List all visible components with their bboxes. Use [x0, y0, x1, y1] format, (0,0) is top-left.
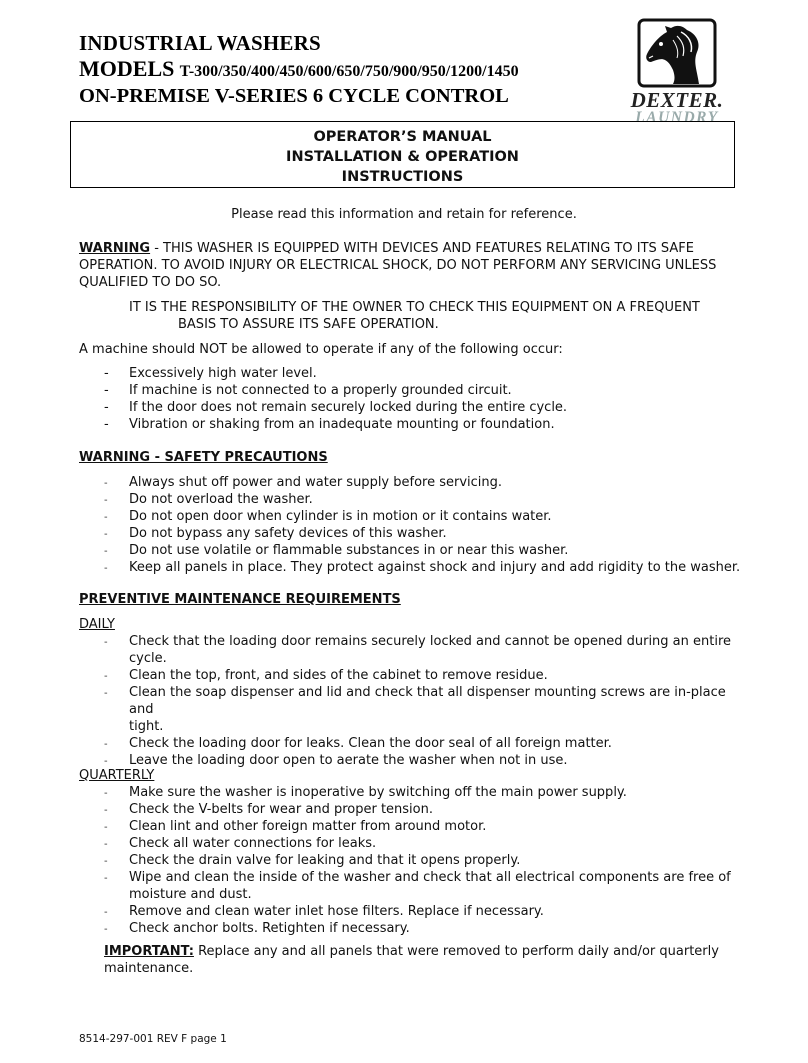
- document-header: [79, 31, 519, 109]
- quarterly-list: [104, 784, 744, 937]
- responsibility-paragraph: [129, 299, 769, 333]
- quarterly-label: QUARTERLY: [79, 768, 155, 783]
- list-item: - If the door does not remain securely locked during the entire cycle.: [104, 400, 568, 415]
- warning-paragraph: [79, 240, 759, 291]
- safety-heading: WARNING - SAFETY PRECAUTIONS: [79, 450, 328, 465]
- warning-label: WARNING: [79, 241, 151, 256]
- list-item: - Clean lint and other foreign matter from around motor.: [104, 819, 487, 834]
- list-item: - Clean the top, front, and sides of the cabinet to remove residue.: [104, 668, 548, 683]
- list-item: - Vibration or shaking from an inadequate mounting or foundation.: [104, 417, 555, 432]
- important-line-1: [104, 943, 744, 960]
- warning-text: - THIS WASHER IS EQUIPPED WITH DEVICES AND FEATURES RELATING TO ITS SAFE: [150, 241, 694, 256]
- list-item: - If machine is not connected to a properly grounded circuit.: [104, 383, 512, 398]
- list-item: - Do not bypass any safety devices of this washer.: [104, 526, 447, 541]
- title-box: [70, 121, 735, 188]
- responsibility-line-2: BASIS TO ASSURE ITS SAFE OPERATION.: [178, 317, 439, 332]
- maintenance-heading: PREVENTIVE MAINTENANCE REQUIREMENTS: [79, 592, 401, 607]
- logo-brand-text: DEXTER.: [630, 88, 724, 112]
- list-item: - Do not overload the washer.: [104, 492, 313, 507]
- warning-line-1: [79, 240, 759, 257]
- list-item: - Check that the loading door remains securely locked and cannot be opened during an entire cycle.: [104, 634, 732, 666]
- daily-label: DAILY: [79, 617, 115, 632]
- list-item: - Do not use volatile or flammable substances in or near this washer.: [104, 543, 569, 558]
- title-line-3: INSTRUCTIONS: [341, 169, 464, 185]
- horse-head-icon: [637, 18, 717, 88]
- list-item: - Excessively high water level.: [104, 366, 317, 381]
- list-item: - Clean the soap dispenser and lid and check that all dispenser mounting screws are in-place and tight.: [104, 685, 726, 734]
- list-item: - Check anchor bolts. Retighten if necessary.: [104, 921, 410, 936]
- not-operate-list: [104, 365, 744, 433]
- list-item: - Check the V-belts for wear and proper tension.: [104, 802, 433, 817]
- important-text: Replace any and all panels that were removed to perform daily and/or quarterly: [193, 944, 719, 959]
- title-line-2: INSTALLATION & OPERATION: [286, 149, 519, 165]
- list-item: - Leave the loading door open to aerate the washer when not in use.: [104, 753, 568, 768]
- warning-line-2: OPERATION. TO AVOID INJURY OR ELECTRICAL SHOCK, DO NOT PERFORM ANY SERVICING UNLESS: [79, 258, 717, 273]
- not-operate-lead: A machine should NOT be allowed to operate if any of the following occur:: [79, 342, 563, 357]
- title-line-1: OPERATOR’S MANUAL: [313, 129, 492, 145]
- dexter-logo: [612, 18, 742, 126]
- warning-line-3: QUALIFIED TO DO SO.: [79, 275, 222, 290]
- intro-text: Please read this information and retain for reference.: [231, 207, 577, 222]
- header-line-3: ON-PREMISE V-SERIES 6 CYCLE CONTROL: [79, 85, 509, 107]
- models-prefix: MODELS: [79, 56, 175, 81]
- important-note: [104, 943, 744, 977]
- safety-list: [104, 474, 744, 576]
- list-item: - Check all water connections for leaks.: [104, 836, 377, 851]
- list-item: - Keep all panels in place. They protect against shock and injury and add rigidity to the washer.: [104, 560, 741, 575]
- list-item: - Always shut off power and water supply before servicing.: [104, 475, 503, 490]
- list-item: - Make sure the washer is inoperative by switching off the main power supply.: [104, 785, 627, 800]
- list-item: - Do not open door when cylinder is in motion or it contains water.: [104, 509, 552, 524]
- models-list: T-300/350/400/450/600/650/750/900/950/1200/1450: [179, 63, 519, 80]
- daily-list: [104, 633, 744, 769]
- page-footer: 8514-297-001 REV F page 1: [79, 1033, 227, 1045]
- list-item: - Remove and clean water inlet hose filters. Replace if necessary.: [104, 904, 544, 919]
- logo-sub-text: LAUNDRY: [635, 109, 719, 126]
- list-item: - Check the drain valve for leaking and that it opens properly.: [104, 853, 521, 868]
- important-line-2: maintenance.: [104, 961, 194, 976]
- header-line-2: [79, 56, 519, 84]
- important-label: IMPORTANT:: [104, 944, 194, 959]
- header-line-1: INDUSTRIAL WASHERS: [79, 31, 321, 55]
- list-item: - Check the loading door for leaks. Clean the door seal of all foreign matter.: [104, 736, 612, 751]
- responsibility-line-1: IT IS THE RESPONSIBILITY OF THE OWNER TO CHECK THIS EQUIPMENT ON A FREQUENT: [129, 300, 700, 315]
- list-item: - Wipe and clean the inside of the washer and check that all electrical components are free of moisture and dust.: [104, 870, 731, 902]
